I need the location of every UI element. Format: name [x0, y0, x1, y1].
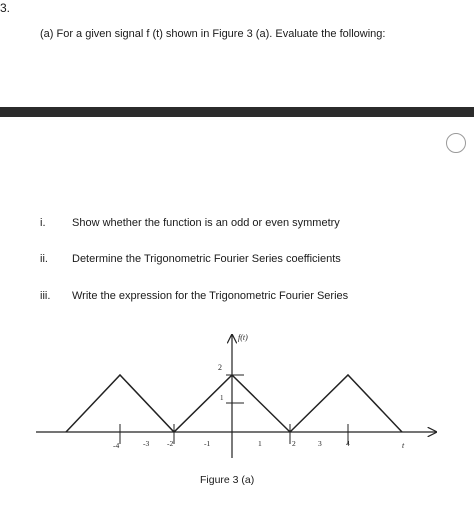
radio-button-circle[interactable]	[446, 133, 466, 153]
item-text: Determine the Trigonometric Fourier Series coefficients	[72, 253, 341, 265]
y-tick-label: 2	[218, 363, 222, 372]
x-tick-label: -4	[113, 441, 120, 450]
figure-caption: Figure 3 (a)	[200, 474, 255, 486]
item-number: ii.	[40, 253, 48, 265]
question-prompt: (a) For a given signal f (t) shown in Figure 3 (a). Evaluate the following:	[40, 28, 386, 40]
item-text: Write the expression for the Trigonometric Fourier Series	[72, 290, 349, 302]
x-tick-label: 4	[346, 439, 350, 448]
signal-figure	[0, 325, 474, 475]
x-tick-label: -3	[143, 439, 150, 448]
item-text: Show whether the function is an odd or even symmetry	[72, 217, 340, 229]
x-axis-label: t	[402, 441, 405, 450]
x-tick-label: 3	[318, 439, 322, 448]
item-number: i.	[40, 217, 46, 229]
x-tick-label: -1	[204, 439, 211, 448]
x-tick-label: 2	[292, 439, 296, 448]
question-number: 3.	[0, 1, 11, 15]
x-tick-label: 1	[258, 439, 262, 448]
x-tick-label: -2	[167, 439, 174, 448]
y-axis-label: f(t)	[238, 333, 248, 342]
item-number: iii.	[40, 290, 51, 302]
divider-bar	[0, 107, 474, 117]
y-tick-label: 1	[220, 394, 224, 402]
